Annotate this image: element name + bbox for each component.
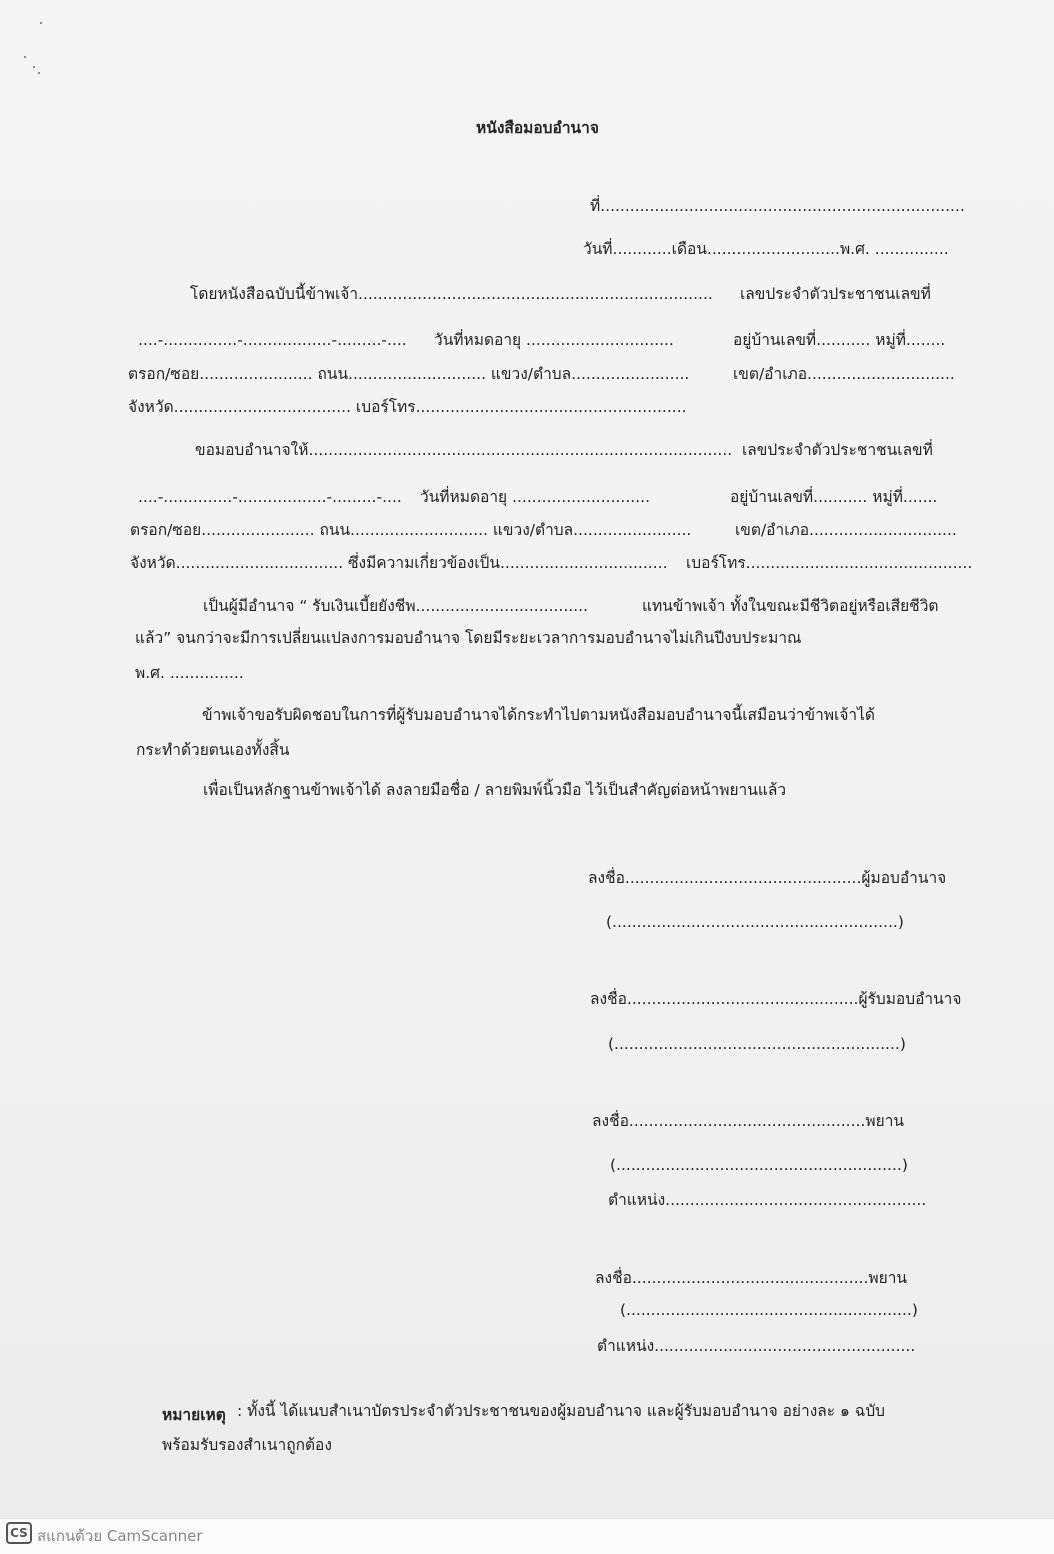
grantee-phone: เบอร์โทร.............................................. — [686, 554, 973, 572]
grantor-address-line: ตรอก/ซอย....................... ถนน............................ แขวง/ตำบล........................ — [128, 365, 690, 383]
authority-paragraph-line1-left: เป็นผู้มีอำนาจ “ รับเงินเบี้ยยังชีพ................................... — [203, 597, 588, 615]
witness2-signature-line: ลงชื่อ................................................พยาน — [595, 1269, 907, 1287]
note-line1: : ทั้งนี้ ได้แนบสำเนาบัตรประจำตัวประชาชนของผู้มอบอำนาจ และผู้รับมอบอำนาจ อย่างละ ๑ ฉบับ — [237, 1402, 886, 1420]
responsibility-paragraph-line2: กระทำด้วยตนเองทั้งสิ้น — [136, 741, 290, 759]
note-label: หมายเหตุ — [162, 1406, 226, 1424]
scan-speck — [40, 22, 42, 24]
grantee-district: เขต/อำเภอ.............................. — [735, 521, 957, 539]
grantee-id-expiry: วันที่หมดอายุ ............................ — [420, 488, 650, 506]
note-line2: พร้อมรับรองสำเนาถูกต้อง — [162, 1436, 332, 1454]
camscanner-watermark: สแกนด้วย CamScanner — [37, 1527, 203, 1545]
witness1-signature-line: ลงชื่อ................................................พยาน — [592, 1112, 904, 1130]
evidence-paragraph: เพื่อเป็นหลักฐานข้าพเจ้าได้ ลงลายมือชื่อ / ลายพิมพ์นิ้วมือ ไว้เป็นสำคัญต่อหน้าพยานแล้ว — [203, 781, 787, 799]
witness1-position-line: ตำแหน่ง..................................................... — [608, 1191, 927, 1209]
grantor-name-line: โดยหนังสือฉบับนี้ข้าพเจ้า........................................................................ — [190, 285, 713, 303]
witness2-printed-name-line: (..........................................................) — [620, 1301, 918, 1319]
grantor-house-number: อยู่บ้านเลขที่........... หมู่ที่........ — [733, 331, 946, 349]
authority-paragraph-line3: พ.ศ. ............... — [135, 664, 244, 682]
grantor-id-expiry: วันที่หมดอายุ .............................. — [434, 331, 674, 349]
grantee-name-line: ขอมอบอำนาจให้...................................................................................... — [195, 441, 733, 459]
scan-speck — [24, 56, 26, 58]
grantee-signature-line: ลงชื่อ...............................................ผู้รับมอบอำนาจ — [590, 990, 962, 1008]
grantee-house-number: อยู่บ้านเลขที่........... หมู่ที่....... — [730, 488, 938, 506]
grantor-signature-line: ลงชื่อ................................................ผู้มอบอำนาจ — [588, 869, 947, 887]
date-line: วันที่............เดือน...........................พ.ศ. ............... — [583, 240, 949, 258]
grantor-district: เขต/อำเภอ.............................. — [733, 365, 955, 383]
grantee-id-label: เลขประจำตัวประชาชนเลขที่ — [742, 441, 933, 459]
authority-paragraph-line2: แล้ว” จนกว่าจะมีการเปลี่ยนแปลงการมอบอำนาจ โดยมีระยะเวลาการมอบอำนาจไม่เกินปีงบประมาณ — [135, 629, 802, 647]
responsibility-paragraph-line1: ข้าพเจ้าขอรับผิดชอบในการที่ผู้รับมอบอำนาจได้กระทำไปตามหนังสือมอบอำนาจนี้เสมือนว่าข้าพเจ้าได้ — [202, 706, 875, 724]
grantee-printed-name-line: (..........................................................) — [608, 1035, 906, 1053]
witness1-printed-name-line: (..........................................................) — [610, 1156, 908, 1174]
grantor-id-label: เลขประจำตัวประชาชนเลขที่ — [740, 285, 931, 303]
witness2-position-line: ตำแหน่ง..................................................... — [597, 1337, 916, 1355]
camscanner-logo-icon: CS — [6, 1522, 32, 1544]
document-title: หนังสือมอบอำนาจ — [476, 119, 599, 137]
grantor-printed-name-line: (..........................................................) — [606, 913, 904, 931]
authority-paragraph-line1-right: แทนข้าพเจ้า ทั้งในขณะมีชีวิตอยู่หรือเสียชีวิต — [642, 597, 939, 615]
scan-speck — [38, 72, 40, 74]
grantor-id-number: ....-...............-..................-.........-.... — [138, 331, 407, 349]
reference-number-line: ที่.......................................................................... — [590, 197, 965, 215]
scan-speck — [33, 66, 35, 68]
grantee-address-line: ตรอก/ซอย....................... ถนน............................ แขวง/ตำบล........................ — [130, 521, 692, 539]
grantee-province: จังหวัด.................................. — [130, 554, 344, 572]
grantee-relation: ซึ่งมีความเกี่ยวข้องเป็น.................................. — [348, 554, 668, 572]
grantee-id-number: ....-..............-..................-.........-.... — [138, 488, 402, 506]
grantor-province-phone: จังหวัด.................................... เบอร์โทร....................................................... — [128, 398, 687, 416]
